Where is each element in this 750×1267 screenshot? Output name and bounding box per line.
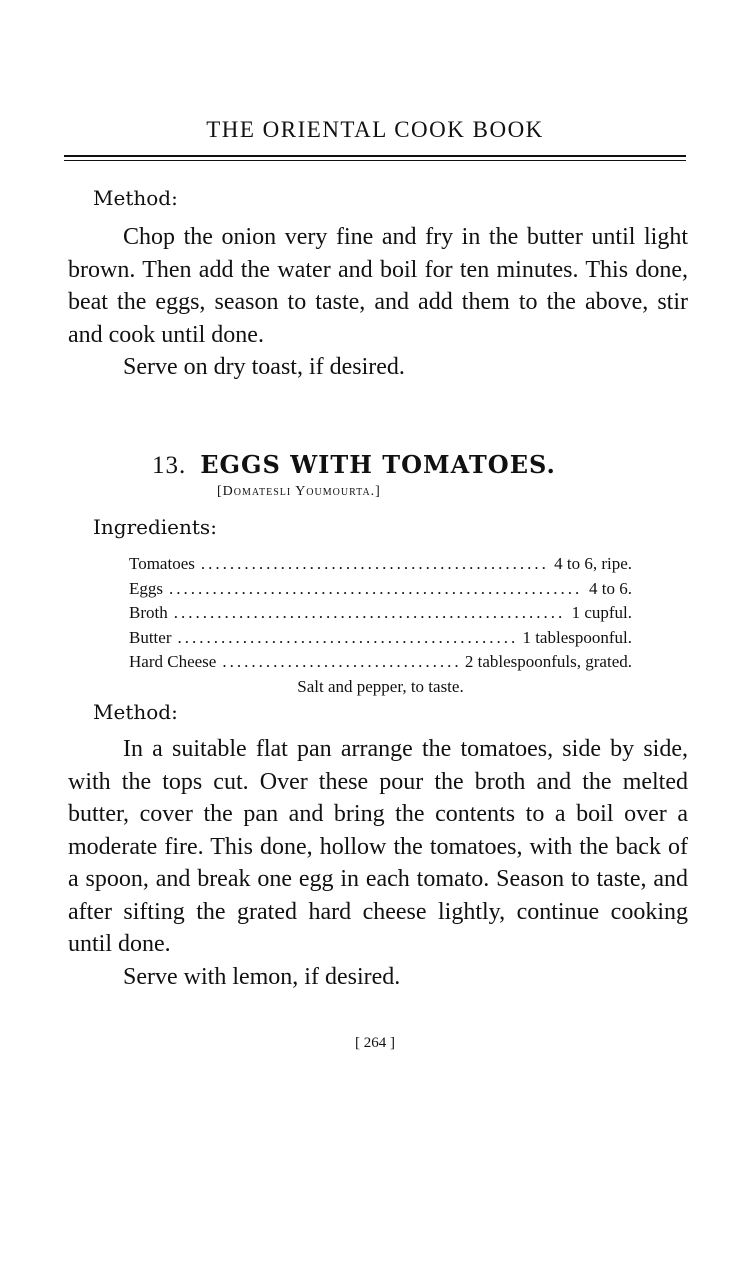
header-rule-thin [64,160,686,161]
ingredients-list [129,552,632,699]
ingredient-quantity: 4 to 6. [589,578,632,598]
leader-dots [201,552,548,577]
ingredient-quantity: 1 cupful. [571,603,632,622]
ingredient-name: Eggs [129,578,163,598]
ingredient-quantity: 1 tablespoonful. [522,627,632,647]
recipe-heading [152,450,556,480]
running-head-title: THE ORIENTAL COOK BOOK [206,117,544,142]
method-label: Method: [93,700,178,724]
method-paragraph: In a suitable flat pan arrange the tomatoes, side by side, with the tops cut. Over these pour the broth and the melted butter, cover the pan and bring the contents to a boil over a moderate fire. This done, hollow the tomatoes, with the back of a spoon, and break one egg in each tomato. Season to taste, and after sifting the grated hard cheese lightly, continue cooking until done. [68,736,688,957]
header-rule-thick [64,155,686,157]
seasoning-note: Salt and pepper, to taste. [297,676,464,696]
method-label: Method: [93,186,178,210]
method-paragraph: Serve on dry toast, if desired. [123,354,405,380]
ingredient-row [129,552,632,577]
ingredient-row [129,650,632,675]
method-text-block [68,733,688,993]
ingredient-row [129,577,632,602]
ingredient-quantity: 4 to 6, ripe. [554,554,632,573]
page-number: [ 264 ] [355,1035,395,1051]
leader-dots [222,650,459,675]
recipe-subtitle: [Domatesli Youmourta.] [217,484,381,499]
method-paragraph: Serve with lemon, if desired. [123,963,401,990]
method-paragraph: Chop the onion very fine and fry in the butter until light brown. Then add the water and boil for ten minutes. This done, beat the eggs, season to taste, and add them to the above, stir and cook until done. [68,224,688,348]
ingredient-name: Hard Cheese [129,652,217,671]
recipe-title: EGGS WITH TOMATOES. [200,450,556,479]
recipe-number: 13. [152,452,187,479]
ingredient-name: Butter [129,627,172,647]
ingredient-name: Tomatoes [129,554,195,573]
leader-dots [178,626,517,651]
ingredient-row [129,626,632,651]
ingredients-label: Ingredients: [93,515,217,539]
ingredient-quantity: 2 tablespoonfuls, grated. [464,652,632,671]
method-text-block [68,221,688,384]
ingredient-name: Broth [129,603,168,622]
leader-dots [174,601,566,626]
leader-dots [169,577,583,602]
ingredient-row [129,601,632,626]
